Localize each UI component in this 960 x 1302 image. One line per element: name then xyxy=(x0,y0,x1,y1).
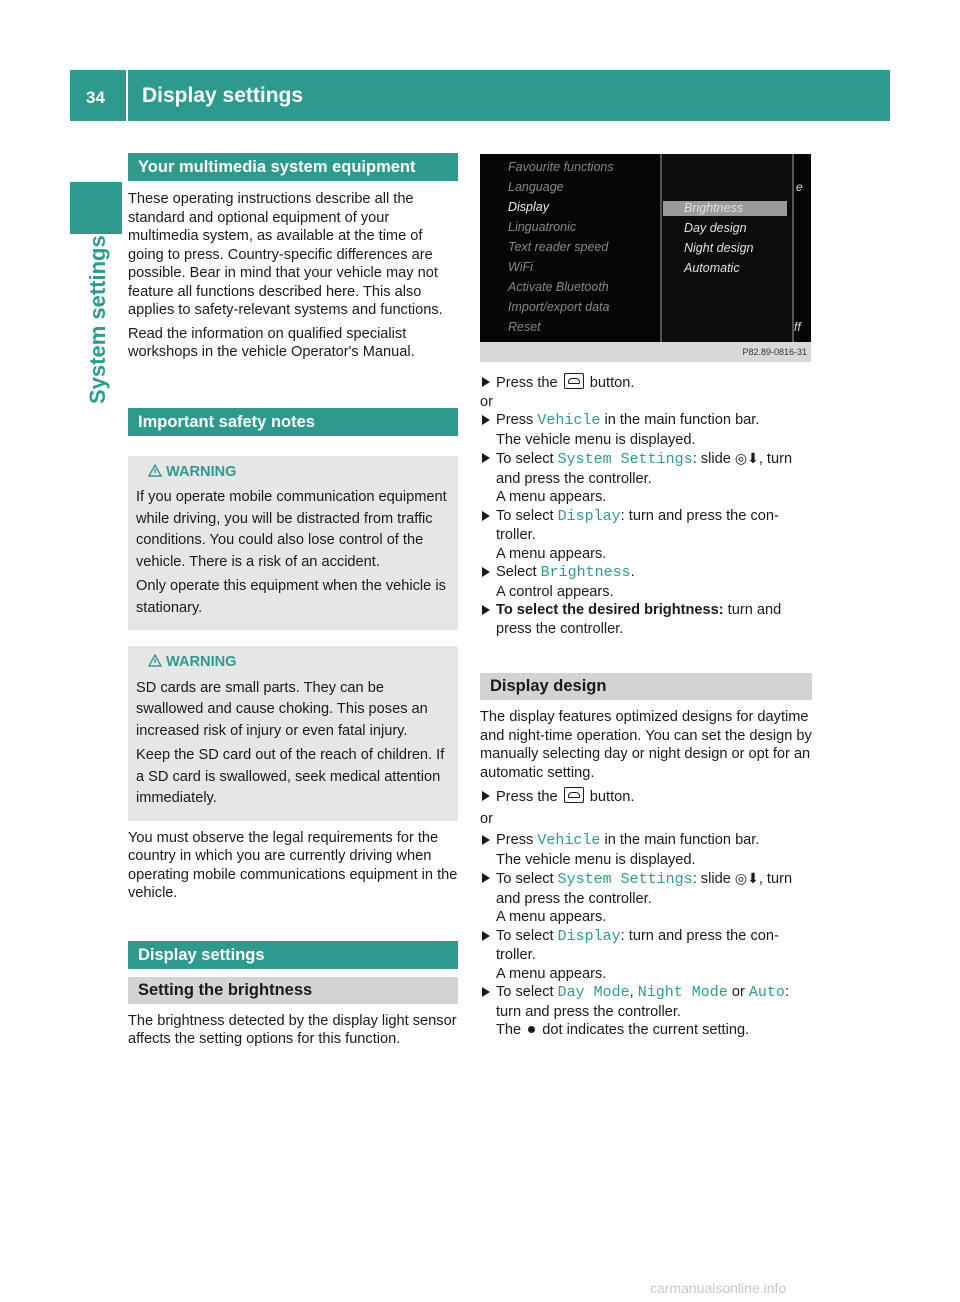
brightness-term: Brightness xyxy=(540,564,631,581)
instruction-step: To select Display: turn and press the con- troller. A menu appears. xyxy=(480,507,812,564)
instruction-step: Select Brightness. A control appears. xyxy=(480,563,812,601)
side-tab-label: System settings xyxy=(85,235,110,404)
instruction-step: Press Vehicle in the main function bar. The vehicle menu is displayed. xyxy=(480,411,812,449)
warning-box-distraction xyxy=(128,456,458,631)
workshop-paragraph: Read the information on qualified specialist workshops in the vehicle Operator's Manual. xyxy=(128,325,415,360)
screenshot-submenu-item: Automatic xyxy=(684,261,740,275)
warning-triangle-icon xyxy=(148,464,162,477)
subsection-heading-brightness: Setting the brightness xyxy=(128,977,458,1004)
display-design-paragraph: The display features optimized designs for daytime and night-time operation. You can set the design by manually selecting day or night design or opt for an automatic setting. xyxy=(480,709,812,781)
step-arrow-icon xyxy=(482,605,490,615)
warning-text: Only operate this equipment when the vehicle is stationary. xyxy=(136,578,446,616)
vehicle-menu-term: Vehicle xyxy=(537,412,601,429)
instruction-step: To select Display: turn and press the con- troller. A menu appears. xyxy=(480,927,812,984)
warning-text: Keep the SD card out of the reach of children. If a SD card is swallowed, seek medical attention immediately. xyxy=(136,747,445,806)
display-menu-screenshot xyxy=(480,154,811,362)
screenshot-menu-item: WiFi xyxy=(508,260,533,274)
screenshot-menu-item: Language xyxy=(508,180,564,194)
instruction-step: To select System Settings: slide ◎⬇, turn and press the controller. A menu appears. xyxy=(480,449,812,507)
step-arrow-icon xyxy=(482,931,490,941)
page-number: 34 xyxy=(86,88,105,107)
screenshot-menu-item-selected: Display xyxy=(508,200,549,214)
vehicle-menu-term: Vehicle xyxy=(537,832,601,849)
system-settings-term: System Settings xyxy=(557,871,693,888)
step-arrow-icon xyxy=(482,987,490,997)
step-arrow-icon xyxy=(482,511,490,521)
step-arrow-icon xyxy=(482,453,490,463)
screenshot-edge-text: e xyxy=(796,180,803,194)
screenshot-menu-item: Activate Bluetooth xyxy=(508,280,609,294)
equipment-paragraph: These operating instructions describe all the standard and optional equipment of your multimedia system, as available at the time of going to press. Country-specific differences are possible. Bear in mind that your vehicle may not feature all functions described here. This also applies to safety-relevant systems and functions. xyxy=(128,191,443,318)
warning-heading xyxy=(136,462,450,484)
instruction-step: To select System Settings: slide ◎⬇, turn and press the controller. A menu appears. xyxy=(480,869,812,927)
screenshot-submenu-item: Brightness xyxy=(684,201,744,215)
warning-label: WARNING xyxy=(166,463,237,480)
subsection-heading-display-design: Display design xyxy=(480,673,812,700)
vehicle-button-icon xyxy=(564,373,584,389)
brightness-paragraph: The brightness detected by the display light sensor affects the setting options for this function. xyxy=(128,1012,457,1047)
right-column xyxy=(480,373,812,1040)
instruction-step: Press Vehicle in the main function bar. The vehicle menu is displayed. xyxy=(480,831,812,869)
step-arrow-icon xyxy=(482,415,490,425)
controller-slide-icon: ◎⬇ xyxy=(734,450,759,466)
step-arrow-icon xyxy=(482,873,490,883)
screenshot-edge-text: ff xyxy=(794,320,801,334)
watermark: carmanualsonline.info xyxy=(650,1280,787,1296)
step-arrow-icon xyxy=(482,567,490,577)
warning-box-sd-card xyxy=(128,646,458,821)
screenshot-submenu-item: Night design xyxy=(684,241,754,255)
instruction-step: Press the button. xyxy=(480,787,812,807)
screenshot-caption: P82.89-0816-31 xyxy=(742,347,807,357)
screenshot-menu xyxy=(480,154,660,342)
screenshot-menu-item: Text reader speed xyxy=(508,240,609,254)
display-term: Display xyxy=(557,507,621,525)
warning-triangle-icon xyxy=(148,654,162,667)
selection-dot-icon xyxy=(528,1026,535,1033)
warning-text: SD cards are small parts. They can be swallowed and cause choking. This poses an increased risk of injury or even fatal injury. xyxy=(136,679,428,739)
instruction-step: To select the desired brightness: turn and press the controller. xyxy=(480,601,812,638)
night-mode-term: Night Mode xyxy=(637,984,728,1001)
or-text: or xyxy=(480,393,493,410)
warning-heading xyxy=(136,652,450,674)
screenshot-menu-item: Import/export data xyxy=(508,300,610,314)
side-tab-marker xyxy=(70,182,122,234)
step-arrow-icon xyxy=(482,791,490,801)
left-column xyxy=(128,153,458,1049)
step-arrow-icon xyxy=(482,377,490,387)
auto-term: Auto xyxy=(748,984,785,1001)
controller-slide-icon: ◎⬇ xyxy=(734,870,759,886)
screenshot-menu-item: Favourite functions xyxy=(508,160,614,174)
legal-paragraph: You must observe the legal requirements for the country in which you are currently driving when operating mobile communications equipment in the vehicle. xyxy=(128,829,458,901)
section-heading-safety: Important safety notes xyxy=(128,408,458,436)
vehicle-button-icon xyxy=(564,787,584,803)
section-heading-equipment: Your multimedia system equipment xyxy=(128,153,458,181)
system-settings-term: System Settings xyxy=(557,451,693,468)
day-mode-term: Day Mode xyxy=(557,984,630,1001)
screenshot-submenu-item: Day design xyxy=(684,221,747,235)
warning-label: WARNING xyxy=(166,654,237,670)
header-divider xyxy=(126,70,128,121)
instruction-step: Press the button. xyxy=(480,373,812,393)
instruction-step: To select Day Mode, Night Mode or Auto: turn and press the controller. The dot indicates the current setting. xyxy=(480,983,812,1040)
screenshot-menu-item: Reset xyxy=(508,320,541,334)
screenshot-menu-item: Linguatronic xyxy=(508,220,577,234)
step-arrow-icon xyxy=(482,835,490,845)
display-term: Display xyxy=(557,927,621,945)
warning-text: If you operate mobile communication equipment while driving, you will be distracted from traffic conditions. You could also lose control of the vehicle. There is a risk of an accident. xyxy=(136,489,447,570)
or-text: or xyxy=(480,810,493,827)
page-header xyxy=(70,70,890,121)
section-heading-display-settings: Display settings xyxy=(128,941,458,969)
page-title: Display settings xyxy=(142,84,304,107)
